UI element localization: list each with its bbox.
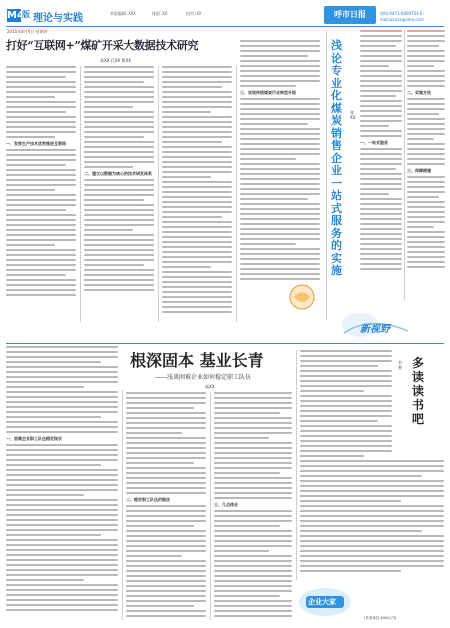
article-2-column-3 [214,392,292,620]
page-badge-suffix: 版 [22,10,30,19]
newspaper-masthead: 呼市日报 [324,6,376,24]
subheading: 三、几点体会 [214,502,238,507]
reading-column-vertical-title: 多读读书吧 [412,356,425,426]
page-number-badge: M4 [7,10,24,21]
proof-credit: 校对:XX [186,11,202,16]
article-1-title: 打好“互联网+”煤矿开采大数据技术研究 [6,39,199,52]
text-block [162,66,232,313]
article-2-subtitle: ——浅谈困难企业如何稳定职工队伍 [155,374,252,381]
column-divider [80,66,81,322]
text-block [214,510,292,617]
enterprise-logo-text: 企业大家 [308,598,336,606]
subheading: 三、实现传统煤炭行业转型升级 [240,90,296,95]
subheading: 一、发挥生产技术优势推进互联网 [6,141,66,146]
text-block [240,40,320,87]
sidebar-column-2 [407,30,445,300]
text-block [6,66,76,138]
article-2-column-1 [6,346,118,620]
article-1-column-2 [84,66,154,322]
text-block [84,66,154,168]
issue-date: 2015年8月6日 星期四 [7,29,48,34]
text-block [126,392,206,494]
text-block [240,98,320,280]
text-block [6,346,118,433]
new-vision-tag: 新视野 [360,324,390,335]
article-1-column-4 [240,40,320,280]
sidebar-column-1 [360,30,402,300]
editor-credit: 本版编辑:XXX [110,11,136,16]
column-divider [236,66,237,322]
text-block [6,149,76,296]
subheading: 三、保障措施 [407,168,431,173]
decorative-globe-icon [288,283,316,311]
subheading: 二、稳定职工队伍的做法 [126,497,170,502]
text-block [84,179,154,291]
sidebar-vertical-title: 浅论专业化煤炭销售企业一站式服务的实施 [331,39,342,277]
article-1-column-3 [162,66,232,322]
layout-credit: 排版:XX [152,11,168,16]
text-block [214,392,292,499]
column-label: 书香 [398,360,402,370]
article-1-byline: 张XX 孔XX 曹XX [100,58,131,63]
article-2-title: 根深固本 基业长青 [130,351,264,370]
text-block [360,148,402,270]
text-block [407,176,445,268]
text-block [300,460,444,572]
subheading: 一、困难企业职工队伍稳定现状 [6,436,62,441]
article-1-column-1 [6,66,76,322]
text-block [407,98,445,165]
sidebar-author: 张XX [350,110,356,120]
column-divider [296,350,297,580]
column-divider [210,392,211,620]
subheading: 二、实施方法 [407,90,431,95]
author-affiliation: (作者单位:XXX公司) [364,616,397,620]
article-2-column-2 [126,392,206,620]
subheading: 一、一站式服务 [360,140,388,145]
text-block [407,30,445,87]
column-divider [158,66,159,322]
column-divider [326,30,327,320]
contact-hotline: 热线:0471-6000754 E-mail:xxxxx@sina.com [380,11,425,22]
text-block [6,444,118,611]
text-block [126,505,206,617]
column-divider [404,30,405,300]
article-2-author: 高XX [205,384,215,389]
section-title: 理论与实践 [33,13,83,24]
subheading: 二、建立以数据为核心的技术研发体系 [84,171,152,176]
section-divider [6,343,444,344]
text-block [360,30,402,137]
column-divider [122,390,123,620]
